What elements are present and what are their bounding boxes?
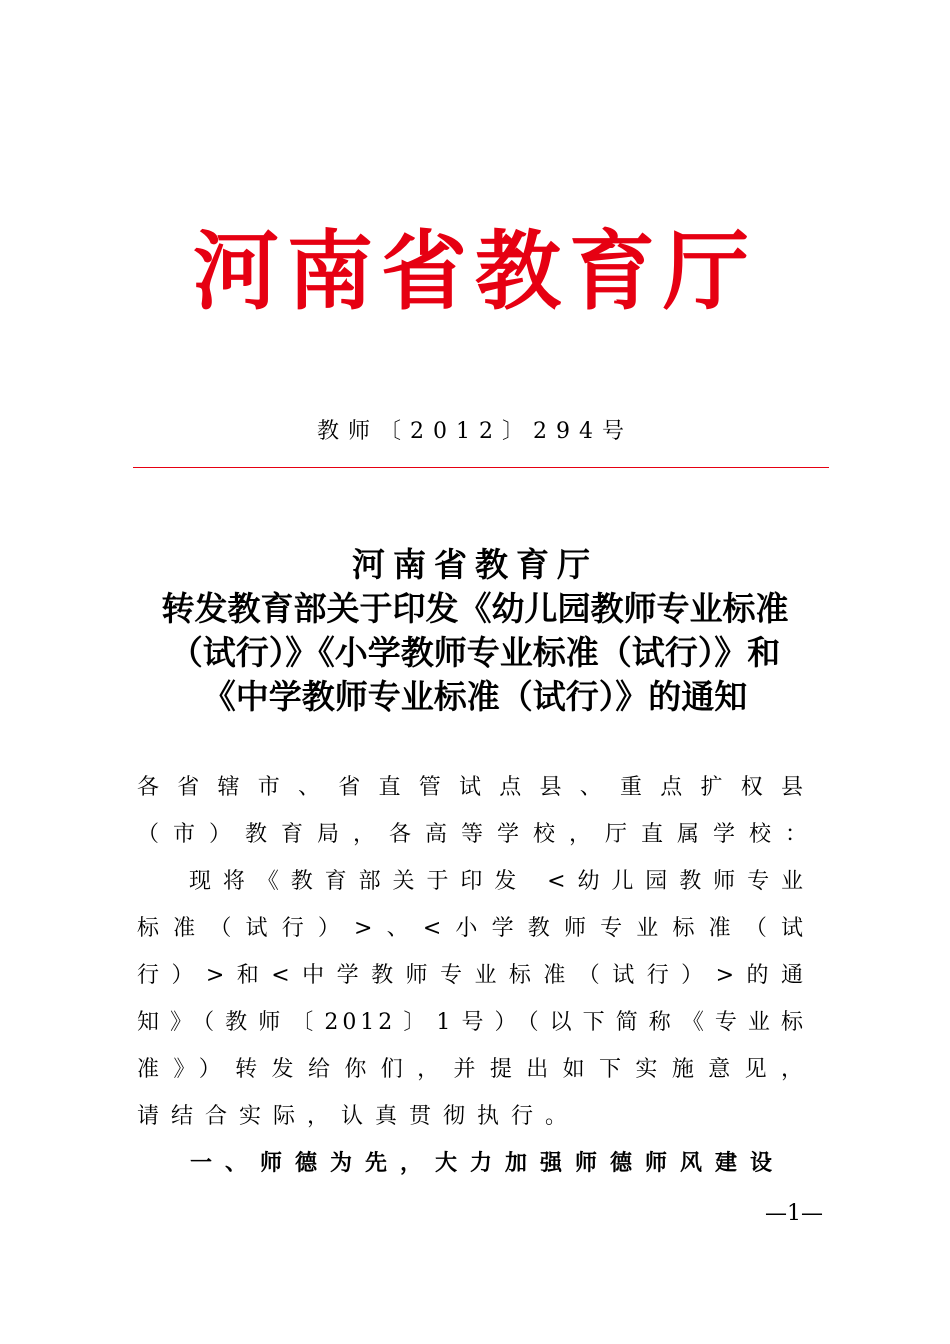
salutation-line: （市）教育局，各高等学校，厅直属学校： (137, 822, 822, 847)
masthead: 河南省教育厅 (193, 221, 757, 322)
paragraph-line: 标准（试行）>、<小学教师专业标准（试 (137, 916, 807, 941)
section-heading: 一、师德为先，大力加强师德师风建设 (190, 1150, 786, 1176)
red-divider-line (133, 467, 829, 468)
title-line: 转发教育部关于印发《幼儿园教师专业标准 (161, 589, 789, 628)
title-line: 《中学教师专业标准（试行）》的通知 (202, 677, 748, 716)
paragraph-line: 行）>和<中学教师专业标准（试行）>的通 (137, 963, 807, 988)
salutation-line: 各省辖市、省直管试点县、重点扩权县 (137, 775, 807, 800)
title-line: （试行）》《小学教师专业标准（试行）》和 (169, 633, 781, 672)
document-title (110, 543, 840, 719)
paragraph-line: 知》（教师〔2012〕1号）（以下简称《专业标 (137, 1010, 807, 1035)
body-text (137, 764, 822, 1140)
title-line-issuer: 河南省教育厅 (352, 545, 598, 584)
paragraph-line: 请结合实际，认真贯彻执行。 (137, 1104, 580, 1129)
paragraph-line: 现将《教育部关于印发 <幼儿园教师专业 (189, 869, 807, 894)
document-number: 教师〔2012〕294号 (317, 419, 633, 444)
page-number: —1— (765, 1201, 823, 1226)
paragraph-line: 准》）转发给你们，并提出如下实施意见， (137, 1057, 807, 1082)
